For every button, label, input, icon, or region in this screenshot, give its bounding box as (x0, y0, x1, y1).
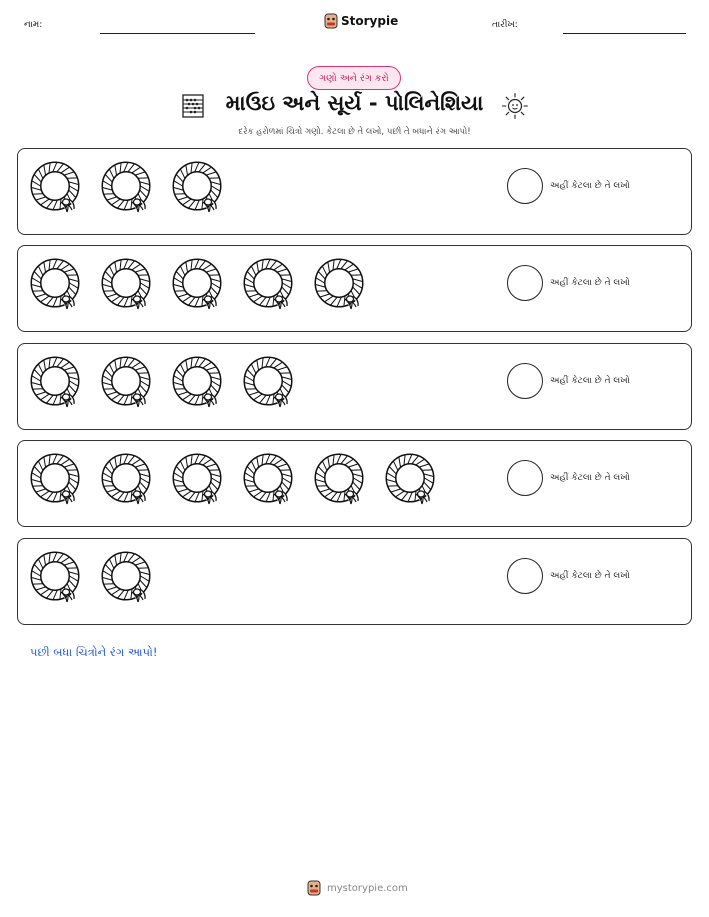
answer-label: અહીં કેટલા છે તે લખો (550, 571, 630, 581)
brand-name: Storypie (341, 14, 399, 28)
rope-coil-icon[interactable] (172, 161, 222, 215)
rope-coil-icon[interactable] (30, 258, 80, 312)
answer-label: અહીં કેટલા છે તે લખો (550, 181, 630, 191)
sun-icon (501, 92, 529, 120)
answer-circle[interactable] (507, 558, 543, 594)
answer-circle[interactable] (507, 265, 543, 301)
rope-coil-icon[interactable] (30, 161, 80, 215)
answer-label: અહીં કેટલા છે તે લખો (550, 278, 630, 288)
answer-label: અહીં કેટલા છે તે લખો (550, 473, 630, 483)
counting-row (17, 343, 692, 430)
instructions: દરેક હરોળમાં ચિત્રો ગણો. કેટલા છે તે લખો, પછી તે બધાને રંગ આપો! (238, 127, 471, 137)
rope-coil-icon[interactable] (172, 258, 222, 312)
rope-coil-icon[interactable] (243, 453, 293, 507)
rope-coil-icon[interactable] (30, 453, 80, 507)
activity-badge: ગણો અને રંગ કરો (307, 66, 401, 90)
footer-site[interactable]: mystorypie.com (327, 882, 408, 894)
footer (307, 880, 408, 896)
row-items (30, 453, 435, 507)
row-items (30, 161, 222, 215)
answer-circle[interactable] (507, 460, 543, 496)
name-line[interactable] (100, 33, 255, 34)
row-items (30, 258, 364, 312)
name-label: નામ: (24, 20, 43, 30)
counting-row (17, 538, 692, 625)
row-items (30, 356, 293, 410)
rope-coil-icon[interactable] (314, 453, 364, 507)
counting-row (17, 245, 692, 332)
counting-row (17, 440, 692, 527)
rope-coil-icon[interactable] (314, 258, 364, 312)
row-items (30, 551, 151, 605)
date-label: તારીખ: (492, 20, 518, 30)
page-title: માઉઇ અને સૂર્ય - પોલિનેશિયા (225, 91, 484, 115)
rope-coil-icon[interactable] (101, 453, 151, 507)
date-line[interactable] (563, 33, 686, 34)
storypie-logo (324, 13, 398, 29)
rope-coil-icon[interactable] (385, 453, 435, 507)
rope-coil-icon[interactable] (101, 258, 151, 312)
rope-coil-icon[interactable] (30, 356, 80, 410)
answer-label: અહીં કેટલા છે તે લખો (550, 376, 630, 386)
rope-coil-icon[interactable] (101, 551, 151, 605)
counting-row (17, 148, 692, 235)
rope-coil-icon[interactable] (172, 356, 222, 410)
storypie-mascot-icon (324, 13, 338, 29)
rope-coil-icon[interactable] (172, 453, 222, 507)
answer-circle[interactable] (507, 168, 543, 204)
rope-coil-icon[interactable] (30, 551, 80, 605)
answer-circle[interactable] (507, 363, 543, 399)
storypie-mascot-icon (307, 880, 321, 896)
rope-coil-icon[interactable] (101, 356, 151, 410)
footer-note: પછી બધા ચિત્રોને રંગ આપો! (30, 645, 158, 659)
rope-coil-icon[interactable] (243, 356, 293, 410)
rope-coil-icon[interactable] (101, 161, 151, 215)
rope-coil-icon[interactable] (243, 258, 293, 312)
